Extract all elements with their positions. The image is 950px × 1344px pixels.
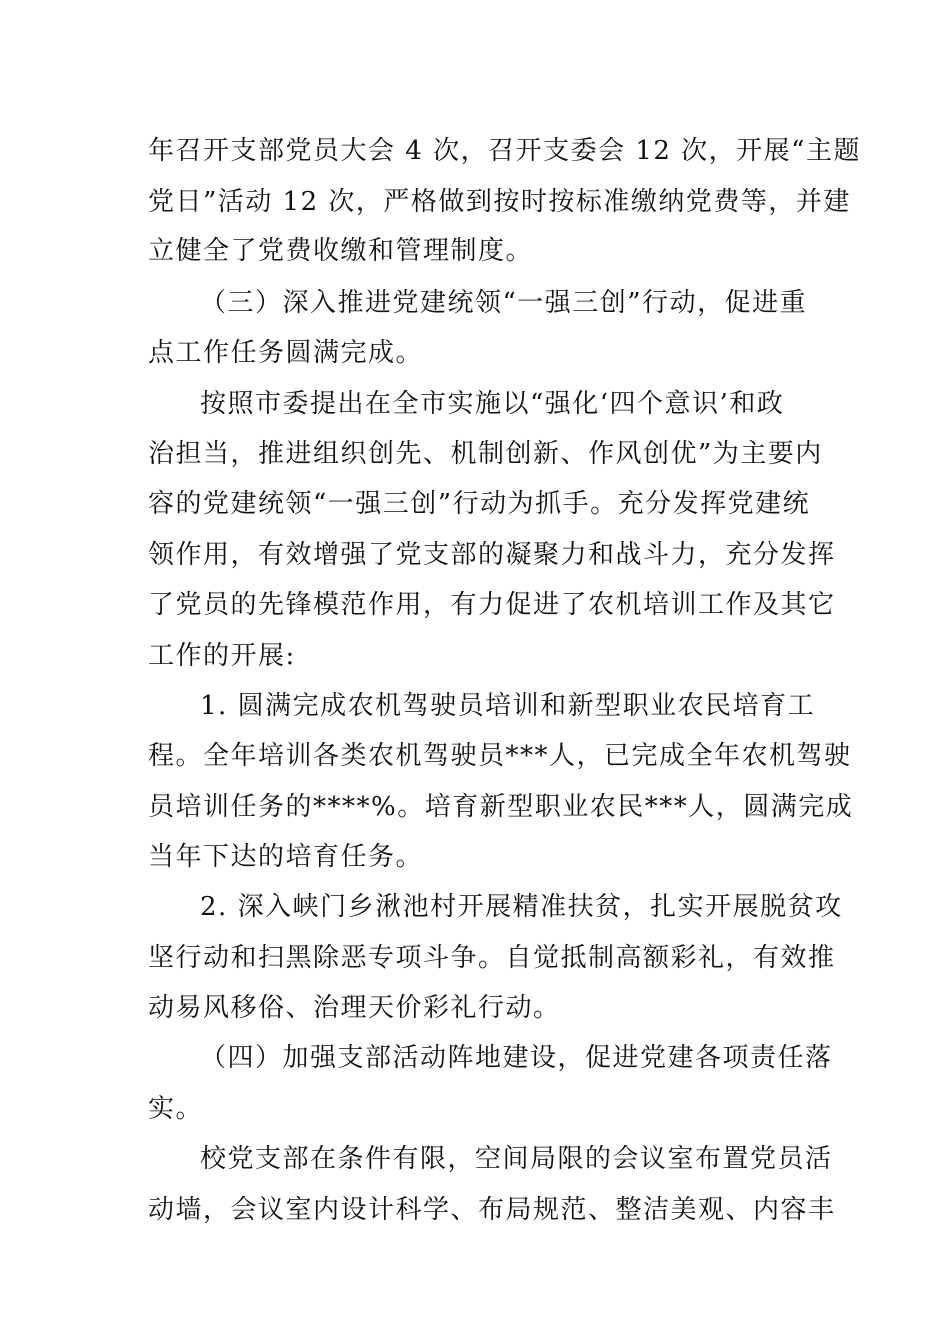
text-line: 按照市委提出在全市实施以“强化‘四个意识’和政 [200, 389, 785, 419]
text-line: 工作的开展: [148, 641, 296, 671]
section-heading-cont: 实。 [148, 1094, 204, 1124]
text-line: 党日”活动 12 次，严格做到按时按标准缴纳党费等，并建 [148, 187, 851, 217]
text-line: 当年下达的培育任务。 [148, 842, 424, 872]
section-heading: （三）深入推进党建统领“一强三创”行动，促进重 [200, 288, 808, 318]
section-heading: （四）加强支部活动阵地建设，促进党建各项责任落 [200, 1043, 833, 1073]
text-line: 年召开支部党员大会 4 次，召开支委会 12 次，开展“主题 [148, 136, 861, 166]
section-heading-cont: 点工作任务圆满完成。 [148, 338, 424, 368]
text-line: 动易风移俗、治理天价彩礼行动。 [148, 993, 561, 1023]
text-line: 坚行动和扫黑除恶专项斗争。自觉抵制高额彩礼，有效推 [148, 943, 836, 973]
text-line: 校党支部在条件有限，空间局限的会议室布置党员活 [200, 1144, 833, 1174]
text-line: 动墙，会议室内设计科学、布局规范、整洁美观、内容丰 [148, 1195, 836, 1225]
text-line: 领作用，有效增强了党支部的凝聚力和战斗力，充分发挥 [148, 540, 836, 570]
text-line: 容的党建统领“一强三创”行动为抓手。充分发挥党建统 [148, 489, 811, 519]
list-item: 1. 圆满完成农机驾驶员培训和新型职业农民培育工 [200, 691, 816, 721]
text-line: 员培训任务的****%。培育新型职业农民***人，圆满完成 [148, 792, 854, 822]
text-line: 治担当，推进组织创先、机制创新、作风创优”为主要内 [148, 439, 823, 469]
text-line: 立健全了党费收缴和管理制度。 [148, 236, 534, 266]
list-item: 2. 深入峡门乡湫池村开展精准扶贫，扎实开展脱贫攻 [200, 892, 843, 922]
text-line: 了党员的先锋模范作用，有力促进了农机培训工作及其它 [148, 590, 836, 620]
text-line: 程。全年培训各类农机驾驶员***人，已完成全年农机驾驶 [148, 741, 852, 771]
